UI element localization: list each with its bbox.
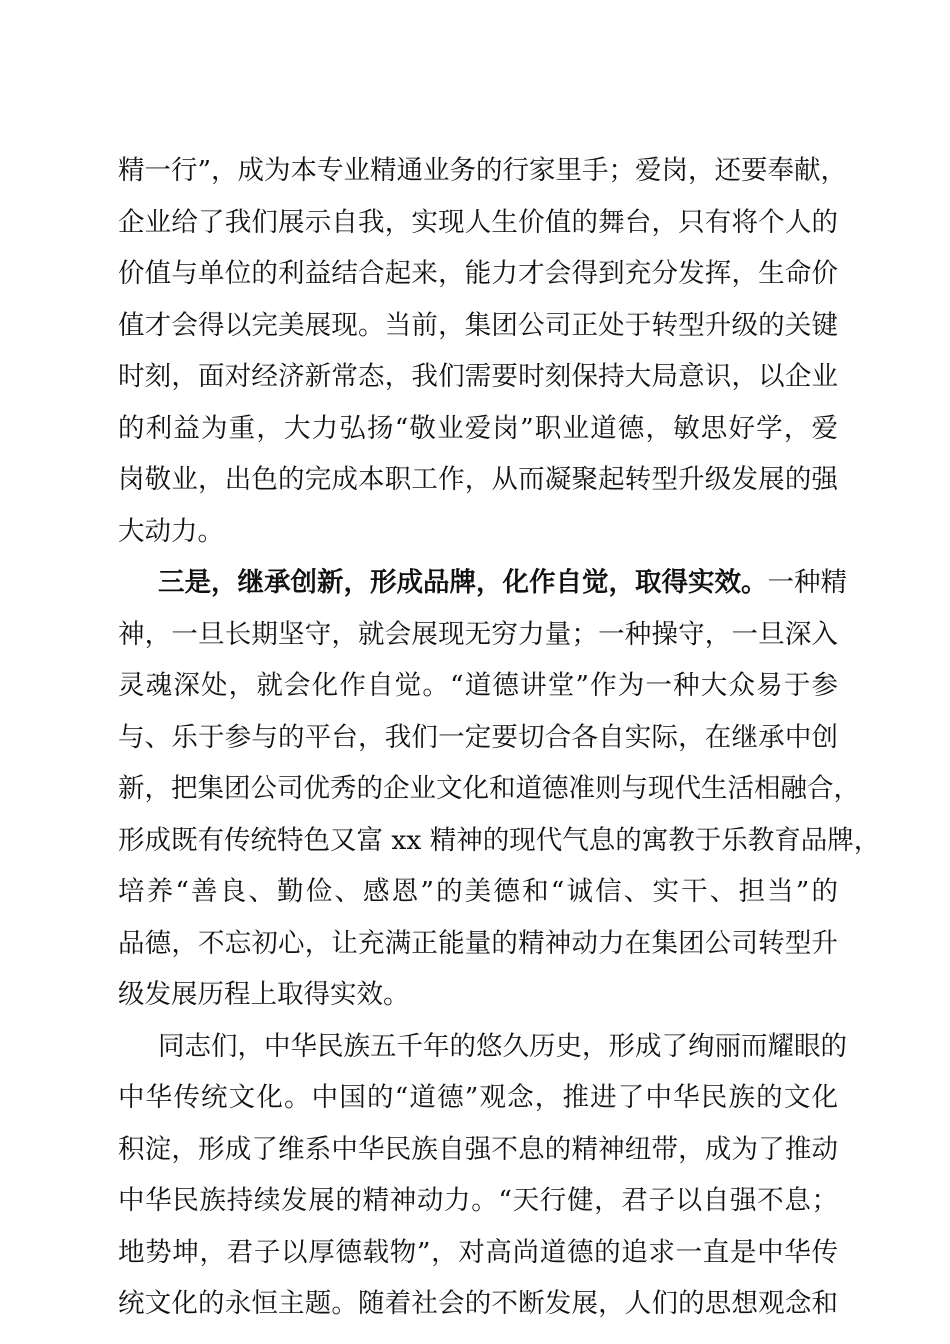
text-line: 形成既有传统特色又富 xx 精神的现代气息的寓教于乐教育品牌， [118, 824, 881, 856]
text-line: 积淀，形成了维系中华民族自强不息的精神纽带，成为了推动 [118, 1133, 838, 1165]
text-line: 价值与单位的利益结合起来，能力才会得到充分发挥，生命价 [118, 258, 838, 289]
text-line: 培养“善良、勤俭、感恩”的美德和“诚信、实干、担当”的 [118, 876, 838, 907]
paragraph-comrades [118, 1021, 847, 1330]
text-line: 灵魂深处，就会化作自觉。“道德讲堂”作为一种大众易于参 [118, 670, 838, 701]
text-line: 的利益为重，大力弘扬“敬业爱岗”职业道德，敏思好学，爱 [118, 412, 838, 444]
text-line: 中华传统文化。中国的“道德”观念，推进了中华民族的文化 [118, 1082, 838, 1113]
text-line: 值才会得以完美展现。当前，集团公司正处于转型升级的关键 [118, 309, 838, 341]
text-line-lead [118, 557, 847, 609]
text-line-lead: 同志们，中华民族五千年的悠久历史，形成了绚丽而耀眼的 [158, 1030, 847, 1062]
text-line: 中华民族持续发展的精神动力。“天行健，君子以自强不息； [118, 1185, 838, 1216]
third-point-heading: 三是，继承创新，形成品牌，化作自觉，取得实效。 [158, 567, 768, 598]
paragraph-third-point [118, 557, 881, 1021]
text-line: 与、乐于参与的平台，我们一定要切合各自实际，在继承中创 [118, 721, 838, 753]
text-line: 级发展历程上取得实效。 [118, 979, 410, 1010]
text-line: 企业给了我们展示自我，实现人生价值的舞台，只有将个人的 [118, 206, 838, 238]
text-line: 品德，不忘初心，让充满正能量的精神动力在集团公司转型升 [118, 927, 838, 959]
text-line: 神，一旦长期坚守，就会展现无穷力量；一种操守，一旦深入 [118, 618, 838, 650]
document-body [118, 145, 881, 1330]
third-point-lead-text: 一种精 [767, 567, 847, 598]
text-line: 精一行”，成为本专业精通业务的行家里手；爱岗，还要奉献， [118, 155, 848, 186]
paragraph-career-dedication [118, 145, 848, 557]
text-line: 大动力。 [118, 515, 224, 547]
text-line: 新，把集团公司优秀的企业文化和道德准则与现代生活相融合， [118, 773, 860, 804]
text-line: 时刻，面对经济新常态，我们需要时刻保持大局意识，以企业 [118, 361, 838, 392]
text-line: 岗敬业，出色的完成本职工作，从而凝聚起转型升级发展的强 [118, 464, 838, 495]
text-line: 统文化的永恒主题。随着社会的不断发展，人们的思想观念和 [118, 1288, 838, 1319]
text-line: 地势坤，君子以厚德载物”，对高尚道德的追求一直是中华传 [118, 1236, 838, 1268]
